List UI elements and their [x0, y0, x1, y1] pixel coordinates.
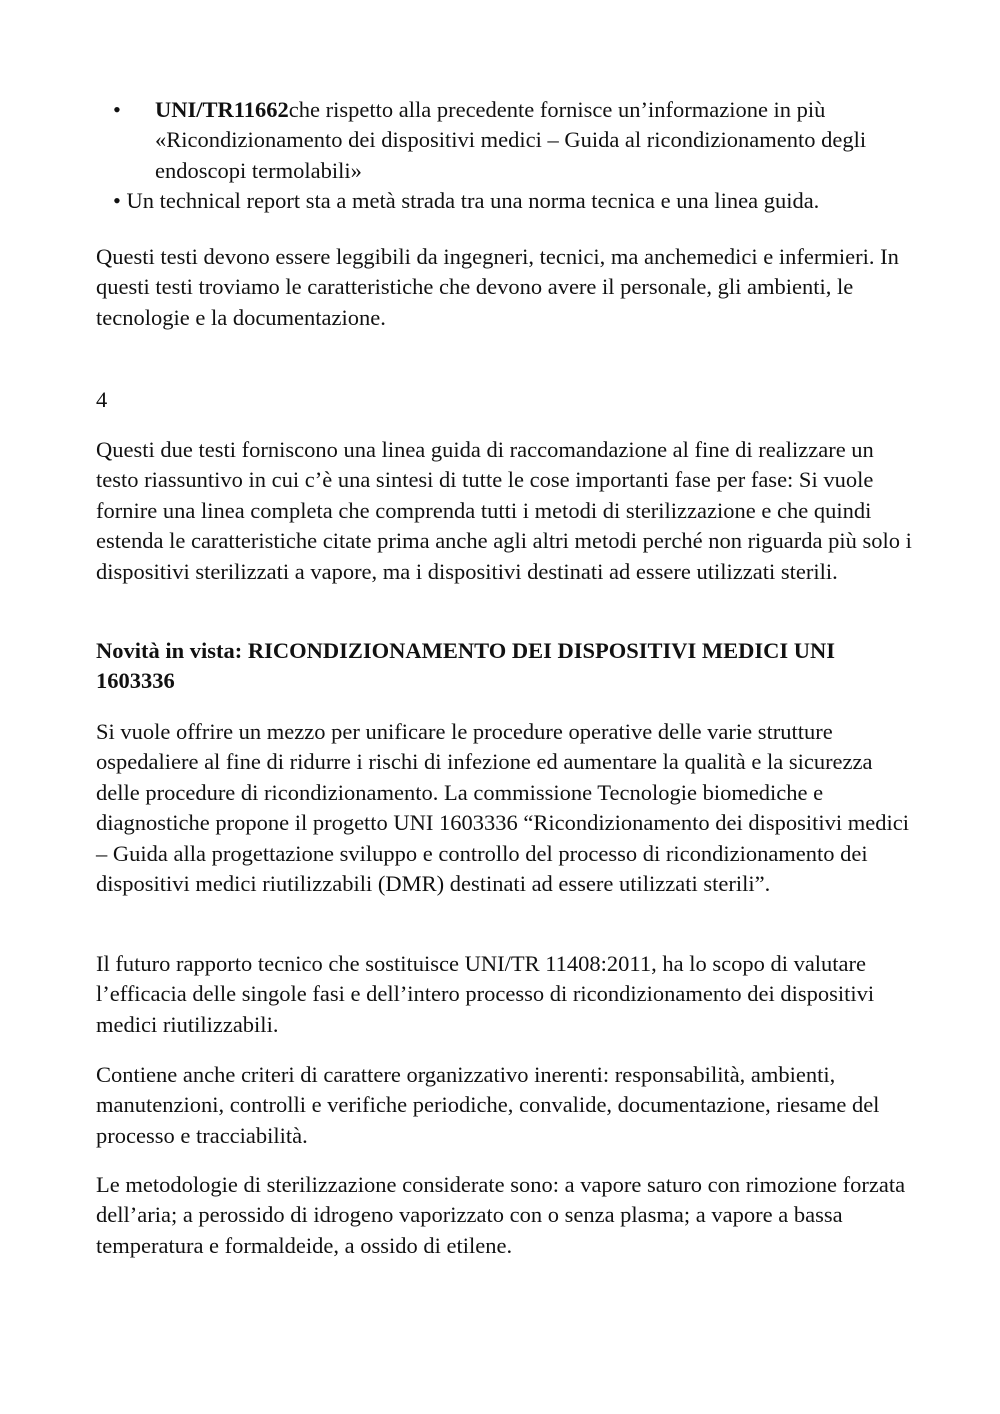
paragraph: Si vuole offrire un mezzo per unificare le procedure operative delle varie strutture ospedaliere al fine di ridurre i rischi di infezione ed aumentare la qualità e la sicurezza delle procedure di ricondizionamento. La commissione Tecnologie biomediche e diagnostiche propone il progetto UNI 1603336 “Ricondizionamento dei dispositivi medici – Guida alla progettazione sviluppo e controllo del processo di ricondizionamento dei dispositivi medici riutilizzabili (DMR) destinati ad essere utilizzati sterili”.	[96, 719, 909, 897]
paragraph: Le metodologie di sterilizzazione considerate sono: a vapore saturo con rimozione forzata dell’aria; a perossido di idrogeno vaporizzato con o senza plasma; a vapore a bassa temperatura e formaldeide, a ossido di etilene.	[96, 1172, 906, 1258]
paragraph: Questi due testi forniscono una linea guida di raccomandazione al fine di realizzare un testo riassuntivo in cui c’è una sintesi di tutte le cose importanti fase per fase: Si vuole fornire una linea completa che comprenda tutti i metodi di sterilizzazione e che quindi estenda le caratteristiche citate prima anche agli altri metodi perché non riguarda più solo i dispositivi sterilizzati a vapore, ma i dispositivi destinati ad essere utilizzati sterili.	[96, 437, 912, 584]
standard-code: UNI/TR11662	[155, 97, 289, 122]
list-item-text	[155, 95, 903, 186]
section-heading: Novità in vista: RICONDIZIONAMENTO DEI DISPOSITIVI MEDICI UNI 1603336	[96, 638, 836, 694]
list-item-body: che rispetto alla precedente fornisce un’informazione in più «Ricondizionamento dei dispositivi medici – Guida al ricondizionamento degli endoscopi termolabili»	[155, 97, 867, 183]
page-number: 4	[96, 387, 108, 412]
paragraph: Contiene anche criteri di carattere organizzativo inerenti: responsabilità, ambienti, manutenzioni, controlli e verifiche periodiche, convalide, documentazione, riesame del processo e tracciabilità.	[96, 1062, 880, 1148]
list-item-inline: • Un technical report sta a metà strada tra una norma tecnica e una linea guida.	[113, 188, 820, 213]
paragraph: Il futuro rapporto tecnico che sostituisce UNI/TR 11408:2011, ha lo scopo di valutare l’efficacia delle singole fasi e dell’intero processo di ricondizionamento dei dispositivi medici riutilizzabili.	[96, 951, 875, 1037]
paragraph: Questi testi devono essere leggibili da ingegneri, tecnici, ma anchemedici e infermieri. In questi testi troviamo le caratteristiche che devono avere il personale, gli ambienti, le tecnologie e la documentazione.	[96, 244, 899, 330]
bullet-marker: •	[113, 97, 121, 122]
